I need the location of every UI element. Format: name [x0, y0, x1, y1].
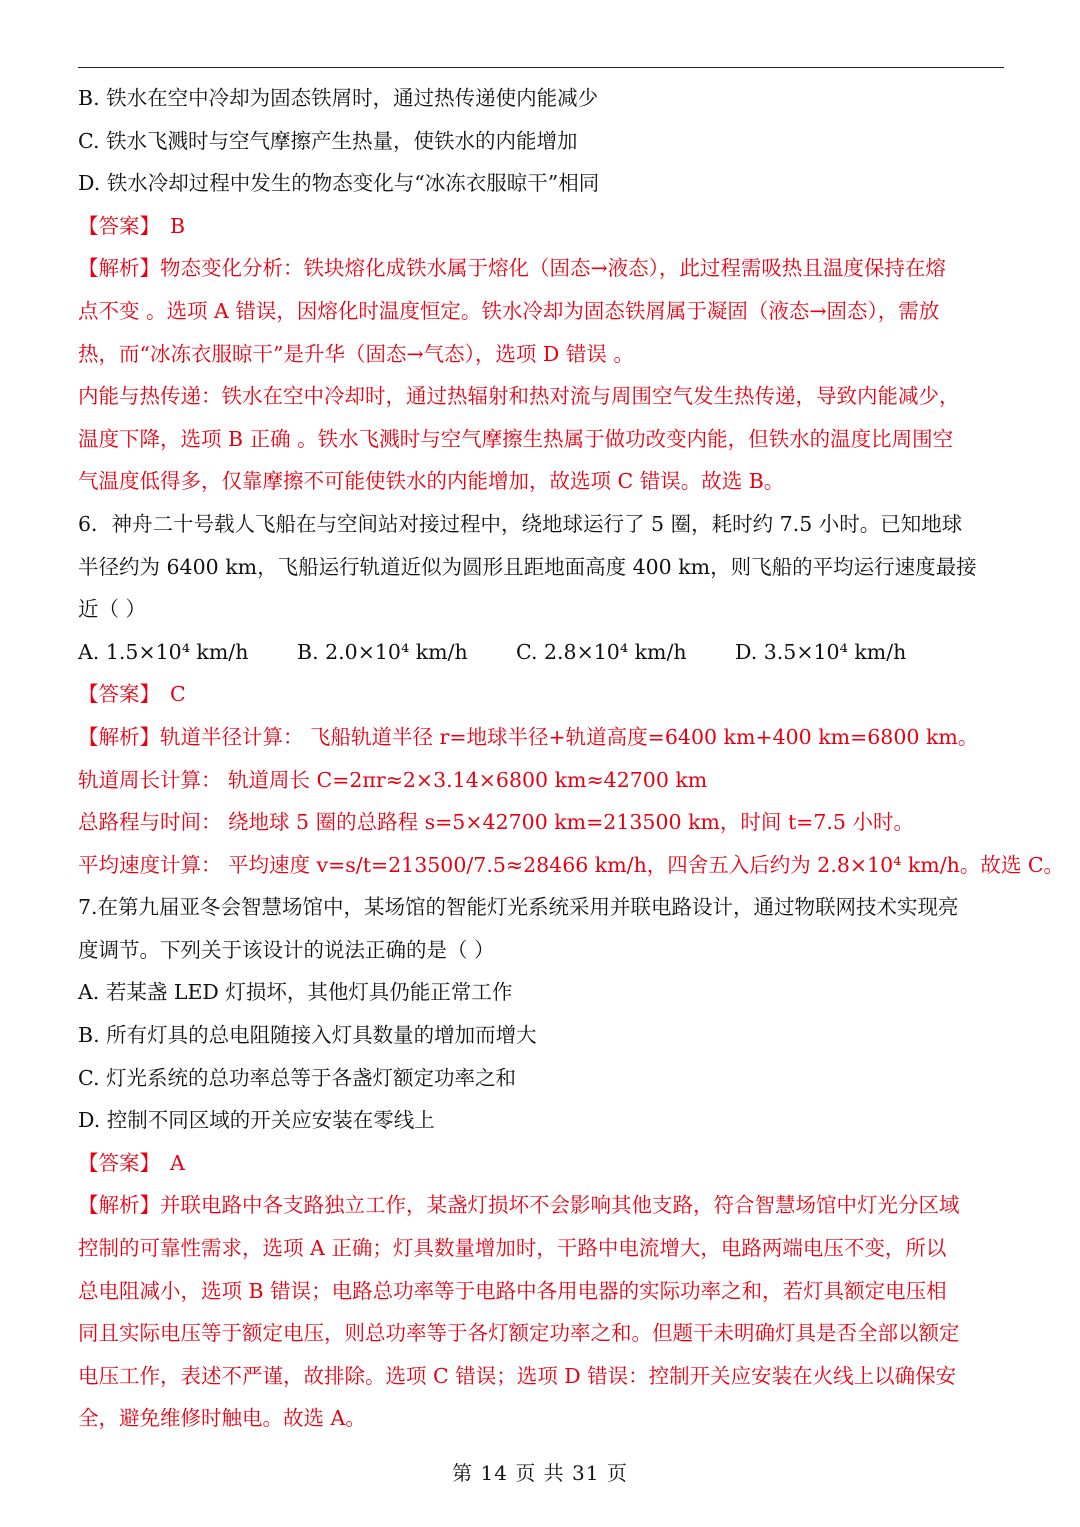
page-number-footer: 第 14 页 共 31 页	[452, 1461, 628, 1485]
page-content	[78, 77, 1065, 1440]
q6-analysis-line: 【解析】轨道半径计算： 飞船轨道半径 r=地球半径+轨道高度=6400 km+400 km=6800 km。	[78, 724, 979, 749]
answer-label: 【答案】	[78, 682, 160, 707]
q5-analysis-line: 气温度低得多，仅靠摩擦不可能使铁水的内能增加，故选项 C 错误。故选 B。	[78, 469, 785, 494]
q6-option-c: C. 2.8×10⁴ km/h	[516, 639, 687, 664]
q5-analysis-line: 内能与热传递：铁水在空中冷却时，通过热辐射和热对流与周围空气发生热传递，导致内能减少，	[78, 384, 960, 409]
q6-option-a: A. 1.5×10⁴ km/h	[78, 639, 249, 664]
q7-analysis-line: 电压工作，表述不严谨，故排除。选项 C 错误；选项 D 错误：控制开关应安装在火线上以确保安	[78, 1363, 957, 1388]
header-rule	[78, 67, 1004, 68]
q6-analysis-line: 平均速度计算： 平均速度 v=s/t=213500/7.5≈28466 km/h，四舍五入后约为 2.8×10⁴ km/h。故选 C。	[78, 852, 1065, 877]
q6-option-b: B. 2.0×10⁴ km/h	[297, 639, 468, 664]
q6-analysis-line: 总路程与时间： 绕地球 5 圈的总路程 s=5×42700 km=213500 km，时间 t=7.5 小时。	[78, 810, 914, 835]
q7-option-d: D. 控制不同区域的开关应安装在零线上	[78, 1108, 435, 1133]
q7-analysis-line: 【解析】并联电路中各支路独立工作，某盏灯损坏不会影响其他支路，符合智慧场馆中灯光分区域	[78, 1193, 960, 1218]
q6-option-d: D. 3.5×10⁴ km/h	[735, 639, 907, 664]
q5-analysis-line: 点不变 。选项 A 错误，因熔化时温度恒定。铁水冷却为固态铁屑属于凝固（液态→固态），需放	[78, 298, 940, 323]
q7-answer	[78, 1142, 1004, 1185]
answer-value: B	[170, 213, 186, 238]
q5-option-d: D. 铁水冷却过程中发生的物态变化与“冰冻衣服晾干”相同	[78, 171, 600, 196]
q7-analysis-line: 同且实际电压等于额定电压，则总功率等于各灯额定功率之和。但题干未明确灯具是否全部以额定	[78, 1321, 960, 1346]
q6-stem-line: 半径约为 6400 km，飞船运行轨道近似为圆形且距地面高度 400 km，则飞船的平均运行速度最接	[78, 554, 977, 579]
q7-option-a: A. 若某盏 LED 灯损坏，其他灯具仍能正常工作	[78, 980, 513, 1005]
q6-stem-line: 近（ ）	[78, 597, 147, 622]
q7-analysis-line: 控制的可靠性需求，选项 A 正确；灯具数量增加时，干路中电流增大，电路两端电压不变，所以	[78, 1236, 947, 1261]
answer-label: 【答案】	[78, 1150, 160, 1175]
q5-option-b: B. 铁水在空中冷却为固态铁屑时，通过热传递使内能减少	[78, 86, 599, 110]
answer-label: 【答案】	[78, 213, 160, 238]
q5-analysis-line: 【解析】物态变化分析：铁块熔化成铁水属于熔化（固态→液态），此过程需吸热且温度保持在熔	[78, 256, 946, 281]
answer-value: A	[170, 1150, 185, 1175]
q5-analysis-line: 温度下降，选项 B 正确 。铁水飞溅时与空气摩擦生热属于做功改变内能，但铁水的温度比周围空	[78, 426, 954, 451]
q6-answer	[78, 673, 1004, 716]
q5-answer	[78, 205, 1004, 248]
q5-option-c: C. 铁水飞溅时与空气摩擦产生热量，使铁水的内能增加	[78, 128, 578, 153]
q7-stem-line: 度调节。下列关于该设计的说法正确的是（ ）	[78, 937, 495, 962]
q7-option-b: B. 所有灯具的总电阻随接入灯具数量的增加而增大	[78, 1023, 537, 1048]
answer-value: C	[170, 682, 186, 707]
q7-option-c: C. 灯光系统的总功率总等于各盏灯额定功率之和	[78, 1065, 516, 1090]
q6-stem-line: 6．神舟二十号载人飞船在与空间站对接过程中，绕地球运行了 5 圈，耗时约 7.5 小时。已知地球	[78, 511, 963, 536]
q7-analysis-line: 全，避免维修时触电。故选 A。	[78, 1406, 366, 1431]
q6-options	[78, 631, 1004, 674]
q5-analysis-line: 热，而“冰冻衣服晾干”是升华（固态→气态），选项 D 错误 。	[78, 341, 634, 366]
q7-analysis-line: 总电阻减小，选项 B 错误；电路总功率等于电路中各用电器的实际功率之和，若灯具额定电压相	[78, 1278, 947, 1303]
q6-analysis-line: 轨道周长计算： 轨道周长 C=2πr≈2×3.14×6800 km≈42700 km	[78, 767, 708, 792]
q7-stem-line: 7.在第九届亚冬会智慧场馆中，某场馆的智能灯光系统采用并联电路设计，通过物联网技术实现亮	[78, 895, 959, 920]
